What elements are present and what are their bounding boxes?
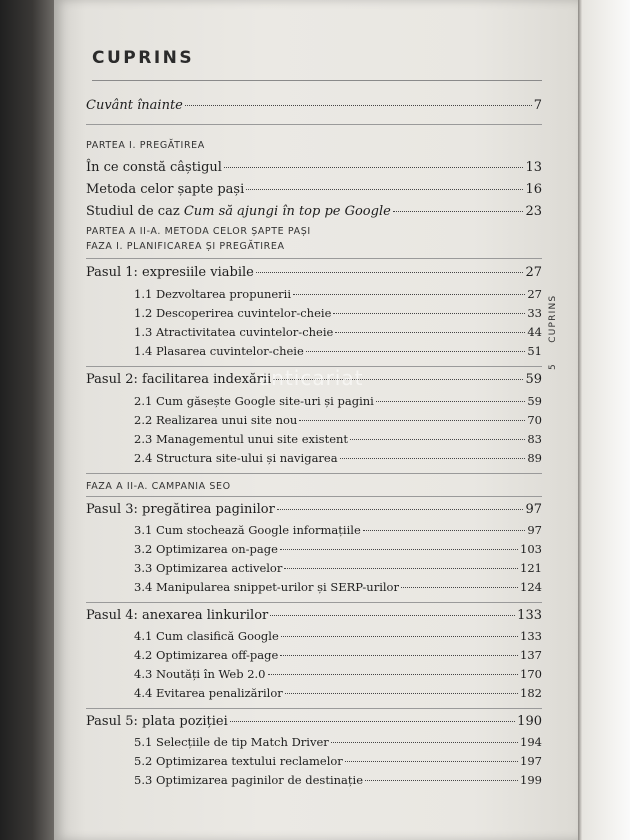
toc-entry-title: 5.2 Optimizarea textului reclamelor <box>134 754 343 768</box>
toc-entry-title: 2.4 Structura site-ului și navigarea <box>134 451 338 465</box>
section-rule <box>86 496 542 497</box>
toc-entry-title: 4.4 Evitarea penalizărilor <box>134 686 283 700</box>
toc-step-5 <box>86 714 542 729</box>
toc-subentry <box>134 580 542 594</box>
phase-1-label: FAZA I. PLANIFICAREA ȘI PREGĂTIREA <box>86 241 285 252</box>
toc-step-3 <box>86 502 542 517</box>
leader-dots <box>185 105 532 106</box>
toc-step-4 <box>86 608 542 623</box>
leader-dots <box>299 420 525 421</box>
toc-entry-title: 4.1 Cum clasifică Google <box>134 629 279 643</box>
leader-dots <box>350 439 525 440</box>
leader-dots <box>331 742 518 743</box>
running-head-title: CUPRINS <box>548 294 558 343</box>
toc-subentry <box>134 629 542 643</box>
toc-entry-title: 3.1 Cum stochează Google informațiile <box>134 523 361 537</box>
leader-dots <box>256 272 524 273</box>
toc-subentry <box>134 754 542 768</box>
toc-entry-title: 2.2 Realizarea unui site nou <box>134 413 298 427</box>
leader-dots <box>306 351 526 352</box>
page-ref: 190 <box>517 714 542 729</box>
page-ref: 121 <box>520 561 542 575</box>
toc-subentry <box>134 394 542 408</box>
page-ref: 97 <box>527 523 542 537</box>
page-ref: 194 <box>520 735 542 749</box>
section-rule <box>86 258 542 259</box>
toc-subentry <box>134 325 542 339</box>
page-ref: 51 <box>527 344 542 358</box>
toc-subentry <box>134 451 542 465</box>
leader-dots <box>268 674 519 675</box>
section-rule <box>86 602 542 603</box>
page-ref: 97 <box>525 502 542 517</box>
toc-subentry <box>134 287 542 301</box>
toc-entry-title: 3.4 Manipularea snippet-urilor și SERP-urilor <box>134 580 399 594</box>
toc-entry-title: În ce constă câștigul <box>86 160 222 175</box>
leader-dots <box>281 636 518 637</box>
page-ref: 133 <box>517 608 542 623</box>
page-heading: CUPRINS <box>92 48 195 68</box>
section-rule <box>86 124 542 125</box>
toc-entry-title: Pasul 2: facilitarea indexării <box>86 372 272 387</box>
toc-entry-title: 3.3 Optimizarea activelor <box>134 561 283 575</box>
toc-entry-title: 4.2 Optimizarea off-page <box>134 648 279 662</box>
page-ref: 89 <box>527 451 542 465</box>
toc-subentry <box>134 523 542 537</box>
toc-entry-title: 5.3 Optimizarea paginilor de destinație <box>134 773 364 787</box>
toc-entry-title: Pasul 5: plata poziției <box>86 714 228 729</box>
toc-entry-title: 1.1 Dezvoltarea propunerii <box>134 287 292 301</box>
leader-dots <box>270 615 515 616</box>
toc-entry-title: Pasul 3: pregătirea paginilor <box>86 502 275 517</box>
toc-subentry <box>134 667 542 681</box>
toc-subentry <box>134 306 542 320</box>
toc-subentry <box>134 413 542 427</box>
toc-subentry <box>134 344 542 358</box>
page-ref: 7 <box>533 98 542 113</box>
toc-entry-title-italic: Cum să ajungi în top pe Google <box>183 204 391 219</box>
toc-subentry <box>134 686 542 700</box>
toc-subentry <box>134 561 542 575</box>
page-ref: 137 <box>520 648 542 662</box>
page-ref: 197 <box>520 754 542 768</box>
part-2-label: PARTEA A II-A. METODA CELOR ȘAPTE PAȘI <box>86 226 311 237</box>
toc-subentry <box>134 735 542 749</box>
leader-dots <box>401 587 518 588</box>
toc-entry-title: 3.2 Optimizarea on-page <box>134 542 278 556</box>
page-edge <box>578 0 630 840</box>
leader-dots <box>335 332 525 333</box>
book-spine-shadow <box>0 0 54 840</box>
page-ref: 44 <box>527 325 542 339</box>
page-ref: 170 <box>520 667 542 681</box>
toc-entry-title: 2.3 Managementul unui site existent <box>134 432 349 446</box>
page-ref: 27 <box>525 265 542 280</box>
part-1-label: PARTEA I. PREGĂTIREA <box>86 140 205 151</box>
leader-dots <box>284 568 518 569</box>
page-ref: 23 <box>525 204 542 219</box>
page-ref: 83 <box>527 432 542 446</box>
toc-subentry <box>134 773 542 787</box>
page-ref: 199 <box>520 773 542 787</box>
toc-entry <box>86 182 542 197</box>
leader-dots <box>333 313 525 314</box>
page-ref: 16 <box>525 182 542 197</box>
running-head-vertical <box>548 295 558 370</box>
section-rule <box>86 708 542 709</box>
leader-dots <box>277 509 524 510</box>
leader-dots <box>363 530 526 531</box>
page-ref: 27 <box>527 287 542 301</box>
toc-subentry <box>134 542 542 556</box>
toc-subentry <box>134 648 542 662</box>
watermark: anticariat <box>258 366 364 390</box>
leader-dots <box>230 721 515 722</box>
toc-entry-title: 5.1 Selecțiile de tip Match Driver <box>134 735 329 749</box>
toc-entry-title: Pasul 4: anexarea linkurilor <box>86 608 269 623</box>
page-ref: 133 <box>520 629 542 643</box>
page-ref: 13 <box>525 160 542 175</box>
toc-entry-foreword <box>86 98 542 113</box>
toc-entry-title: Studiul de caz <box>86 204 184 219</box>
page-ref: 70 <box>527 413 542 427</box>
page-ref: 59 <box>525 372 542 387</box>
phase-2-label: FAZA A II-A. CAMPANIA SEO <box>86 481 231 492</box>
toc-subentry <box>134 432 542 446</box>
page-ref: 182 <box>520 686 542 700</box>
leader-dots <box>280 655 518 656</box>
toc-entry-title: 1.4 Plasarea cuvintelor-cheie <box>134 344 304 358</box>
toc-entry-title: 1.3 Atractivitatea cuvintelor-cheie <box>134 325 334 339</box>
toc-entry-title: Cuvânt înainte <box>86 98 183 113</box>
toc-entry-title: 2.1 Cum găsește Google site-uri și pagini <box>134 394 374 408</box>
page-ref: 33 <box>527 306 542 320</box>
leader-dots <box>280 549 518 550</box>
toc-step-1 <box>86 265 542 280</box>
leader-dots <box>285 693 518 694</box>
section-rule <box>86 473 542 474</box>
leader-dots <box>293 294 525 295</box>
toc-entry-title: 4.3 Noutăți în Web 2.0 <box>134 667 266 681</box>
leader-dots <box>345 761 518 762</box>
toc-entry-case-study <box>86 204 542 219</box>
running-head-page-number: 5 <box>548 363 558 370</box>
heading-rule <box>92 80 542 81</box>
leader-dots <box>340 458 526 459</box>
leader-dots <box>246 189 523 190</box>
toc-entry-title: Pasul 1: expresiile viabile <box>86 265 254 280</box>
leader-dots <box>224 167 524 168</box>
leader-dots <box>376 401 525 402</box>
page-ref: 59 <box>527 394 542 408</box>
page-ref: 103 <box>520 542 542 556</box>
toc-entry-title: Metoda celor șapte pași <box>86 182 245 197</box>
page-ref: 124 <box>520 580 542 594</box>
leader-dots <box>393 211 524 212</box>
leader-dots <box>365 780 518 781</box>
toc-entry-title: 1.2 Descoperirea cuvintelor-cheie <box>134 306 332 320</box>
toc-entry <box>86 160 542 175</box>
